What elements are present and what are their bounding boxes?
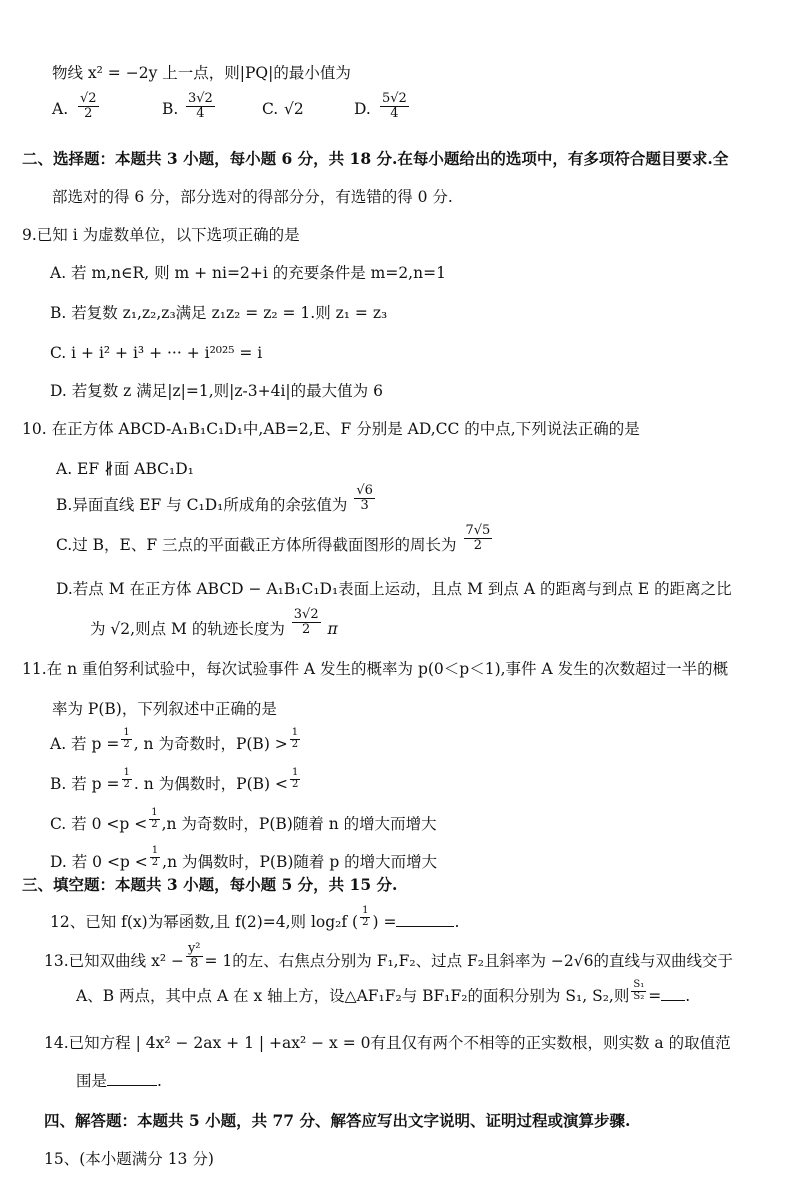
q14-line2-a: 围是 — [76, 1072, 108, 1090]
q8-a-num: √2 — [80, 91, 97, 106]
q9-option-d: D. 若复数 z 满足|z|=1,则|z-3+4i|的最大值为 6 — [50, 382, 383, 400]
q14-line1: 14.已知方程 | 4x² − 2ax + 1 | +ax² − x = 0有且仅有两个不相等的正实数根，则实数 a 的取值范 — [44, 1034, 731, 1052]
q11-a-num1: 1 — [123, 727, 130, 738]
q13-line1 — [44, 942, 733, 970]
q11-a-num2: 1 — [291, 727, 299, 738]
q15-header: 15、(本小题满分 13 分) — [44, 1150, 214, 1168]
q12-num: 1 — [362, 905, 369, 916]
q10-b-den: 3 — [360, 497, 369, 513]
q13-line2-b: = — [648, 987, 662, 1005]
q8-option-c-label: C. — [262, 100, 279, 118]
q9-option-b: B. 若复数 z₁,z₂,z₃满足 z₁z₂ = z₂ = 1.则 z₁ = z₃ — [50, 304, 388, 322]
q11-d-pre: D. 若 0 <p < — [50, 853, 148, 871]
q14-end: . — [157, 1072, 162, 1090]
q9-option-c: C. i + i² + i³ + ··· + i²⁰²⁵ = i — [50, 344, 263, 362]
q9-stem: 9.已知 i 为虚数单位，以下选项正确的是 — [22, 226, 300, 244]
q10-d-text: 为 √2,则点 M 的轨迹长度为 — [90, 620, 285, 639]
q13-y-den: 8 — [190, 955, 199, 971]
q10-d-pi: π — [327, 620, 338, 639]
q11-d-num: 1 — [151, 845, 159, 856]
section2-line2: 部选对的得 6 分，部分选对的得部分分，有选错的得 0 分. — [52, 188, 453, 206]
section2-line1: 二、选择题：本题共 3 小题，每小题 6 分，共 18 分.在每小题给出的选项中，有多项符合题目要求.全 — [22, 149, 729, 168]
q10-b-text: B.异面直线 EF 与 C₁D₁所成角的余弦值为 — [56, 496, 348, 515]
q11-option-a — [50, 727, 302, 753]
q13-line1-a: 13.已知双曲线 x² − — [44, 952, 184, 971]
q11-b-post: . n 为偶数时，P(B) < — [133, 775, 288, 793]
q8-option-d-label: D. — [354, 100, 371, 118]
q11-c-den: 2 — [151, 818, 158, 830]
q10-option-d-line2 — [90, 607, 338, 639]
q8-option-a — [76, 92, 101, 120]
q13-s-num: S₁ — [633, 979, 645, 990]
q12-den: 2 — [362, 916, 369, 928]
q11-option-b — [50, 767, 302, 793]
q8-stem-tail: 物线 x² = −2y 上一点，则|PQ|的最小值为 — [52, 64, 351, 82]
q10-c-den: 2 — [473, 537, 483, 553]
q11-stem-line2: 率为 P(B)，下列叙述中正确的是 — [52, 700, 277, 718]
q11-c-pre: C. 若 0 <p < — [50, 815, 148, 833]
q11-b-pre: B. 若 p = — [50, 775, 120, 793]
q8-option-c: √2 — [284, 100, 304, 118]
q11-c-num: 1 — [151, 807, 158, 818]
q11-a-den2: 2 — [291, 738, 299, 750]
q13-answer-blank — [661, 1000, 685, 1001]
q11-a-post: , n 为奇数时，P(B) > — [133, 735, 288, 753]
q11-option-c — [50, 807, 437, 833]
q10-option-c — [56, 523, 494, 555]
q12-end: . — [454, 913, 460, 931]
q11-b-num1: 1 — [123, 767, 130, 778]
q11-b-den2: 2 — [291, 778, 299, 790]
q11-b-den1: 2 — [123, 778, 130, 790]
q8-option-a-label: A. — [52, 100, 69, 118]
section3-title: 三、填空题：本题共 3 小题，每小题 5 分，共 15 分. — [22, 875, 398, 894]
q10-c-text: C.过 B，E、F 三点的平面截正方体所得截面图形的周长为 — [56, 536, 457, 555]
q8-a-den: 2 — [84, 105, 93, 121]
q10-c-num: 7√5 — [465, 523, 491, 538]
q8-d-den: 4 — [390, 105, 399, 121]
q10-b-num: √6 — [356, 483, 373, 498]
q10-d-num: 3√2 — [293, 607, 319, 622]
q13-line2-a: A、B 两点，其中点 A 在 x 轴上方，设△AF₁F₂与 BF₁F₂的面积分别为 S₁, S₂,则 — [76, 987, 630, 1005]
q11-c-post: ,n 为奇数时，P(B)随着 n 的增大而增大 — [161, 815, 437, 833]
q8-option-b — [184, 92, 217, 120]
q10-stem: 10. 在正方体 ABCD-A₁B₁C₁D₁中,AB=2,E、F 分别是 AD,CC 的中点,下列说法正确的是 — [22, 420, 640, 438]
q13-s-den: S₂ — [633, 990, 645, 1002]
q14-answer-blank — [107, 1085, 157, 1086]
q11-a-den1: 2 — [123, 738, 130, 750]
q8-b-num: 3√2 — [188, 91, 213, 106]
q13-end: . — [685, 987, 691, 1005]
q8-d-num: 5√2 — [382, 91, 407, 106]
q12 — [50, 905, 460, 931]
q13-y-num: y² — [187, 941, 201, 956]
q12-answer-blank — [396, 926, 454, 927]
q11-a-pre: A. 若 p = — [50, 735, 120, 753]
q11-stem-line1: 11.在 n 重伯努利试验中，每次试验事件 A 发生的概率为 p(0＜p＜1),事件 A 发生的次数超过一半的概 — [22, 660, 729, 678]
q11-d-post: ,n 为偶数时，P(B)随着 p 的增大而增大 — [162, 853, 438, 871]
q8-option-d — [378, 92, 411, 120]
q13-line1-b: = 1的左、右焦点分别为 F₁,F₂、过点 F₂且斜率为 −2√6的直线与双曲线交于 — [204, 952, 733, 971]
q10-option-d-line1: D.若点 M 在正方体 ABCD − A₁B₁C₁D₁表面上运动，且点 M 到点 A 的距离与到点 E 的距离之比 — [56, 580, 732, 598]
q11-b-num2: 1 — [291, 767, 299, 778]
q11-option-d — [50, 845, 438, 871]
q13-line2 — [76, 979, 691, 1005]
q10-option-b — [56, 483, 377, 515]
q8-option-b-label: B. — [162, 100, 179, 118]
q12-text-b: ) = — [372, 913, 397, 931]
q8-b-den: 4 — [196, 105, 205, 121]
q10-option-a: A. EF ∦面 ABC₁D₁ — [56, 460, 194, 478]
q11-d-den: 2 — [151, 856, 159, 868]
q12-text-a: 12、已知 f(x)为幂函数,且 f(2)=4,则 log₂f ( — [50, 913, 359, 931]
q9-option-a: A. 若 m,n∈R, 则 m + ni=2+i 的充要条件是 m=2,n=1 — [50, 264, 446, 282]
q14-line2 — [76, 1072, 162, 1091]
section4-title: 四、解答题：本题共 5 小题，共 77 分、解答应写出文字说明、证明过程或演算步骤. — [44, 1111, 631, 1130]
q10-d-den: 2 — [302, 621, 311, 637]
